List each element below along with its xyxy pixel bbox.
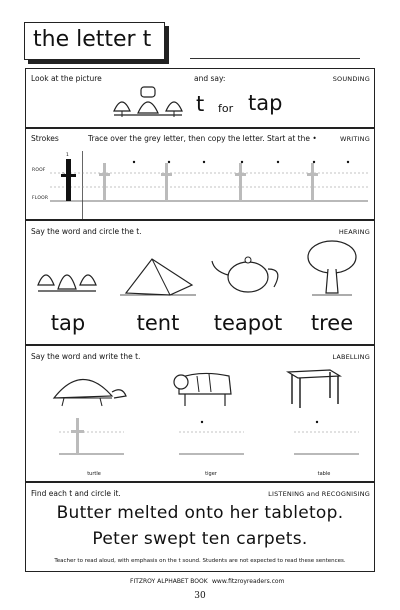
label-turtle: turtle: [87, 471, 101, 477]
sentence-1: Butter melted onto her tabletop.: [56, 503, 344, 523]
sounding-section: [25, 68, 375, 128]
hearing-instruction: Say the word and circle the t.: [31, 227, 142, 236]
tap-picture-icon: [108, 81, 188, 123]
start-dot-icon: •: [312, 134, 317, 143]
page-number: 30: [194, 591, 206, 601]
hearing-word-tree: tree: [310, 311, 354, 335]
strokes-label: Strokes: [31, 134, 59, 143]
hearing-word-tent: tent: [136, 311, 180, 335]
title-box: [24, 22, 165, 60]
writing-tag: WRITING: [339, 135, 370, 143]
footer-website: www.fitzroyreaders.com: [212, 578, 285, 585]
floor-label: FLOOR: [32, 196, 49, 201]
labelling-instruction: Say the word and write the t.: [31, 352, 141, 361]
sounding-letter: t: [196, 92, 205, 116]
recognising-tag: LISTENING and RECOGNISING: [268, 490, 370, 498]
sounding-tag: SOUNDING: [332, 75, 370, 83]
stroke-number-1: 1: [66, 153, 70, 158]
labelling-section: [25, 345, 375, 482]
hearing-tag: HEARING: [338, 228, 370, 236]
sounding-instruction: Look at the picture: [31, 74, 102, 83]
start-dots: [26, 129, 376, 221]
teapot-icon: [208, 247, 288, 297]
hearing-word-tap: tap: [50, 311, 86, 335]
tap-icon: [34, 257, 100, 301]
tent-icon: [118, 255, 198, 299]
footer-book: FITZROY ALPHABET BOOK: [130, 578, 208, 585]
sentence-2: Peter swept ten carpets.: [92, 529, 308, 549]
roof-label: ROOF: [32, 168, 46, 173]
hearing-section: [25, 220, 375, 345]
tree-icon: [302, 235, 362, 299]
recognising-instruction: Find each t and circle it.: [31, 489, 121, 498]
writing-section: [25, 128, 375, 220]
labelling-writing-lines: [26, 346, 376, 483]
recognising-section: [25, 482, 375, 572]
name-line: [190, 58, 360, 59]
sounding-say: and say:: [194, 74, 226, 83]
teacher-note: Teacher to read aloud, with emphasis on the t sound. Students are not expected to read these sentences.: [54, 558, 346, 564]
labelling-tag: LABELLING: [332, 353, 370, 361]
label-table: table: [317, 471, 331, 477]
hearing-word-teapot: teapot: [213, 311, 283, 335]
sounding-for: for: [218, 102, 234, 115]
label-tiger: tiger: [205, 471, 217, 477]
page-title: the letter t: [33, 27, 152, 52]
sounding-word: tap: [248, 91, 283, 115]
writing-instruction: Trace over the grey letter, then copy the letter. Start at the •: [88, 134, 317, 143]
